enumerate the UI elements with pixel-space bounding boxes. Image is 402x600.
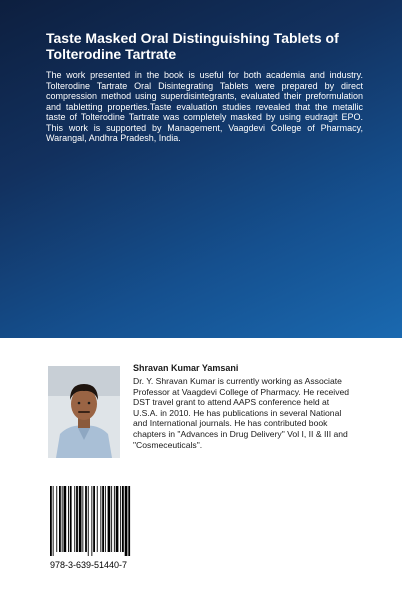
book-title: Taste Masked Oral Distinguishing Tablets of Tolterodine Tartrate xyxy=(46,30,339,62)
barcode-bar xyxy=(79,486,82,552)
barcode-bar xyxy=(88,486,89,556)
barcode-bar xyxy=(120,486,121,552)
barcode-bar xyxy=(62,486,63,552)
barcode-bar xyxy=(74,486,75,552)
barcode-bar xyxy=(70,486,72,552)
barcode-bars xyxy=(48,486,148,558)
barcode-bar xyxy=(53,486,54,556)
barcode-bar xyxy=(105,486,106,552)
barcode-bar xyxy=(50,486,52,556)
barcode-bar xyxy=(76,486,78,552)
barcode-bar xyxy=(93,486,95,552)
barcode-bar xyxy=(85,486,87,552)
barcode-bar xyxy=(108,486,111,552)
barcode-bar xyxy=(68,486,69,552)
barcode-bar xyxy=(125,486,128,556)
barcode-bar xyxy=(97,486,98,552)
isbn-barcode xyxy=(48,486,148,562)
barcode-bar xyxy=(116,486,119,552)
book-description: The work presented in the book is useful for both academia and industry. Tolterodine Tartrate Oral Disintegrating Tablets were prepared by direct compression method using superdisintegrants, evaluated their preformulation and tabletting properties.Taste evaluation studies revealed that the metallic taste of Tolterodine Tartrate was completely masked by using eudragit EPO. This work is supported by Management, Vaagdevi College of Pharmacy, Warangal, Andhra Pradesh, India. xyxy=(46,70,363,143)
barcode-bar xyxy=(91,486,92,556)
barcode-bar xyxy=(56,486,57,552)
barcode-bar xyxy=(64,486,67,552)
barcode-bar xyxy=(59,486,61,552)
barcode-bar xyxy=(128,486,130,556)
barcode-bar xyxy=(82,486,83,552)
barcode-bar xyxy=(111,486,112,552)
barcode-bar xyxy=(122,486,124,552)
barcode-bar xyxy=(102,486,104,552)
barcode-bar xyxy=(114,486,115,552)
author-portrait-image xyxy=(48,366,120,458)
author-name: Shravan Kumar Yamsani xyxy=(133,363,239,373)
barcode-bar xyxy=(100,486,101,552)
author-photo xyxy=(48,366,120,458)
author-bio: Dr. Y. Shravan Kumar is currently working as Associate Professor at Vaagdevi College of Pharmacy. He received DST travel grant to attend AAPS conference held at U.S.A. in 2010. He has publications in several National and International journals. He has contributed book chapters in "Advances in Drug Delivery" Vol I, II & III and "Cosmeceuticals". xyxy=(133,376,350,450)
isbn-number: 978-3-639-51440-7 xyxy=(50,560,128,570)
